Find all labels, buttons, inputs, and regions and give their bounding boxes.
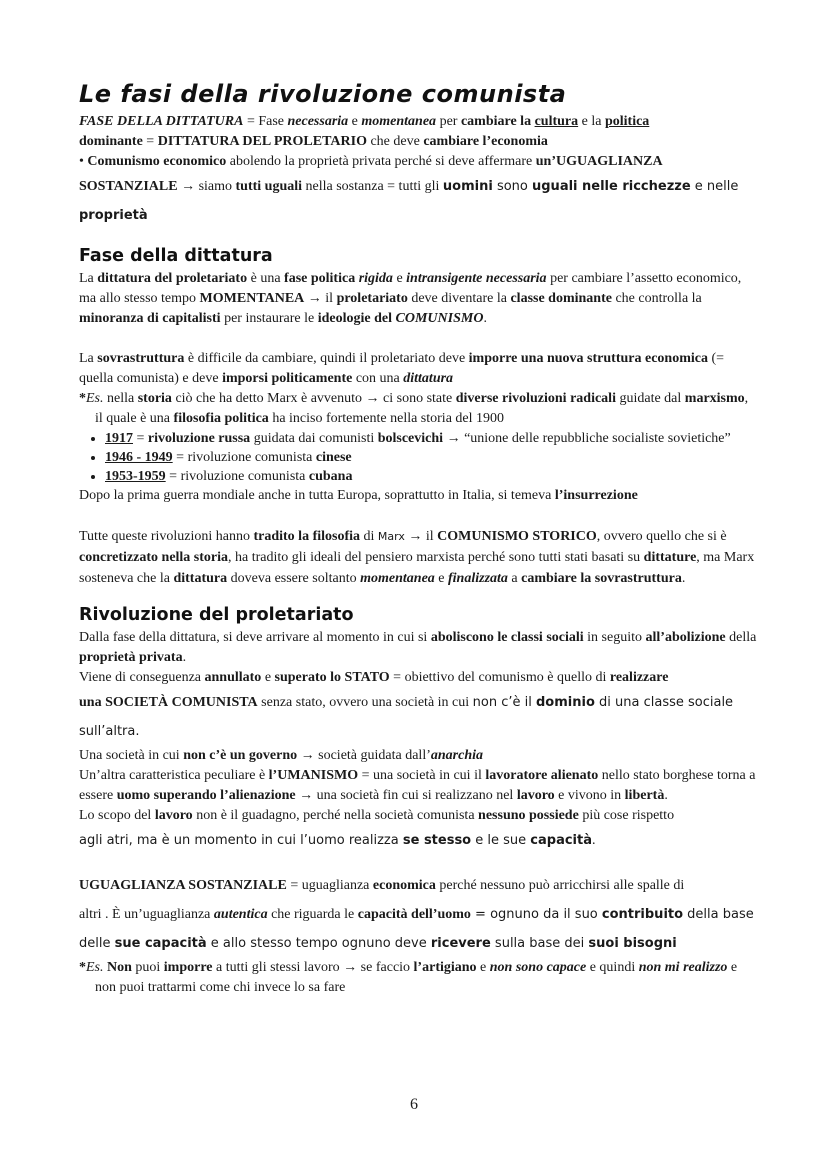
s1-paragraph-5: Tutte queste rivoluzioni hanno tradito la filosofia di Marx → il COMUNISMO STORICO, ovvero quello che si è concretizzato nella storia, ha tradito gli ideali del pensiero marxista perché sono tutti stati basati su dittature, ma Marx sosteneva che la dittatura doveva essere soltanto momentanea e finalizzata a cambiare la sovrastruttura. [79,529,755,586]
s3-example: *Es. Non puoi imporre a tutti gli stessi lavoro → se faccio l’artigiano e non sono capace e quindi non mi realizzo e non puoi trattarmi come chi invece lo sa fare [79,960,738,995]
asterisk-icon: * [79,391,86,406]
s3-line-3: delle sue capacità e allo stesso tempo ognuno deve ricevere sulla base dei suoi bisogni [79,936,677,951]
intro-line-1: FASE DELLA DITTATURA = Fase necessaria e momentanea per cambiare la cultura e la politica [79,114,650,129]
s3-line-2: altri . È un’uguaglianza autentica che riguarda le capacità dell’uomo = ognuno da il suo contribuito della base [79,907,754,922]
heading-fase-dittatura: Fase della dittatura [79,246,273,266]
heading-rivoluzione-proletariato: Rivoluzione del proletariato [79,605,354,625]
asterisk-icon: * [79,960,86,975]
intro-line-4: SOSTANZIALE → siamo tutti uguali nella sostanza = tutti gli uomini sono uguali nelle ricchezze e nelle [79,179,739,194]
s2-paragraph-7: Lo scopo del lavoro non è il guadagno, perché nella società comunista nessuno possiede più cose rispetto [79,808,675,823]
s1-paragraph-4: Dopo la prima guerra mondiale anche in tutta Europa, soprattutto in Italia, si temeva l’insurrezione [79,488,638,503]
s2-paragraph-4: sull’altra. [79,724,140,739]
intro-line-3: • Comunismo economico abolendo la proprietà privata perché si deve affermare un’UGUAGLIANZA [79,154,663,169]
s3-line-1: UGUAGLIANZA SOSTANZIALE = uguaglianza economica perché nessuno può arricchirsi alle spalle di [79,878,685,893]
list-item: • 1946 - 1949 = rivoluzione comunista cinese [105,448,759,467]
s2-paragraph-6: Un’altra caratteristica peculiare è l’UMANISMO = una società in cui il lavoratore alienato nello stato borghese torna a essere uomo superando l’alienazione → una società fin cui si realizzano nel lavoro e vivono in libertà. [79,768,756,803]
s2-paragraph-5: Una società in cui non c’è un governo → società guidata dall’anarchia [79,748,483,763]
s1-paragraph-1: La dittatura del proletariato è una fase politica rigida e intransigente necessaria per cambiare l’assetto economico, ma allo stesso tempo MOMENTANEA → il proletariato deve diventare la classe dominante che controlla la minoranza di capitalisti per instaurare le ideologie del COMUNISMO. [79,271,742,326]
page-content [79,80,759,998]
s1-paragraph-2: La sovrastruttura è difficile da cambiare, quindi il proletariato deve imporre una nuova struttura economica (= quella comunista) e deve imporsi politicamente con una dittatura [79,351,725,386]
s1-example: *Es. nella storia ciò che ha detto Marx è avvenuto → ci sono state diverse rivoluzioni radicali guidate dal marxismo, il quale è una filosofia politica ha inciso fortemente nella storia del 1900 [79,391,749,426]
s2-paragraph-3: una SOCIETÀ COMUNISTA senza stato, ovvero una società in cui non c’è il dominio di una classe sociale [79,695,734,710]
s2-paragraph-1: Dalla fase della dittatura, si deve arrivare al momento in cui si aboliscono le classi sociali in seguito all’abolizione della proprietà privata. [79,630,757,665]
revolutions-list [79,429,759,486]
page-number: 6 [410,1096,418,1113]
list-item: • 1953-1959 = rivoluzione comunista cubana [105,467,759,486]
list-item: • 1917 = rivoluzione russa guidata dai comunisti bolscevichi → “unione delle repubbliche socialiste sovietiche” [105,429,759,448]
intro-line-5: proprietà [79,208,148,223]
page-title: Le fasi della rivoluzione comunista [79,80,567,108]
s2-paragraph-2: Viene di conseguenza annullato e superato lo STATO = obiettivo del comunismo è quello di realizzare [79,670,669,685]
s2-paragraph-8: agli atri, ma è un momento in cui l’uomo realizza se stesso e le sue capacità. [79,833,596,848]
intro-line-2: dominante = DITTATURA DEL PROLETARIO che deve cambiare l’economia [79,134,548,149]
